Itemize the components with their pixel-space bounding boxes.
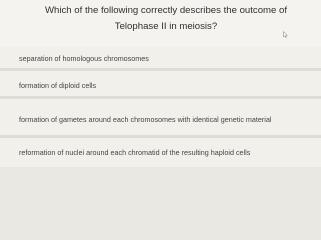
answer-option-2-label: formation of diploid cells	[19, 81, 97, 90]
answer-option-4-label: reformation of nuclei around each chromatid of the resulting haploid cells	[19, 148, 251, 157]
question-card	[0, 0, 321, 47]
answer-option-2[interactable]	[0, 71, 321, 99]
answer-option-1-label: separation of homologous chromosomes	[19, 53, 149, 63]
question-line-1: Which of the following correctly describes the outcome of	[44, 5, 288, 16]
answer-options	[0, 47, 321, 167]
answer-option-4[interactable]	[0, 138, 321, 167]
answer-option-3-label: formation of gametes around each chromosomes with identical genetic material	[19, 115, 272, 124]
mouse-pointer-icon	[283, 31, 288, 38]
answer-option-1[interactable]	[0, 47, 321, 71]
answer-option-3[interactable]	[0, 99, 321, 138]
question-text	[30, 3, 302, 34]
question-line-2: Telophase II in meiosis?	[114, 20, 218, 32]
